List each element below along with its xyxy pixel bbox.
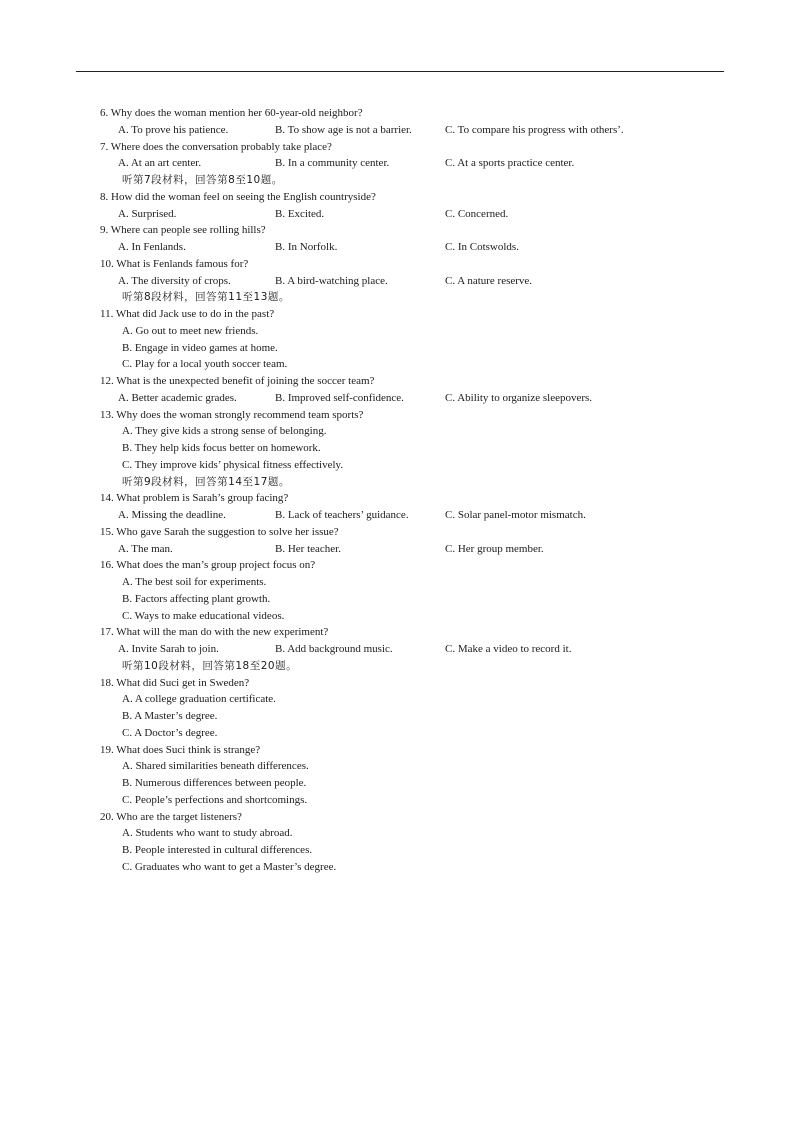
question-stem: 11. What did Jack use to do in the past?	[100, 308, 275, 320]
answer-option: B. Numerous differences between people.	[122, 777, 307, 789]
answer-option-b: B. In a community center.	[275, 157, 390, 170]
question-stem: 10. What is Fenlands famous for?	[100, 257, 249, 270]
answer-option-c: C. In Cotswolds.	[445, 241, 519, 253]
answer-option-c: C. Her group member.	[445, 542, 544, 555]
question-stem: 8. How did the woman feel on seeing the English countryside?	[100, 190, 376, 203]
answer-option-c: C. Solar panel-motor mismatch.	[445, 509, 586, 521]
answer-options-row	[100, 390, 740, 407]
answer-option: C. Ways to make educational videos.	[122, 609, 285, 622]
answer-option-c: C. Ability to organize sleepovers.	[445, 391, 593, 404]
question-stem: 6. Why does the woman mention her 60-year-old neighbor?	[100, 107, 363, 119]
question-stem: 7. Where does the conversation probably take place?	[100, 140, 332, 153]
question-stem: 20. Who are the target listeners?	[100, 810, 242, 823]
answer-options-row	[100, 507, 740, 524]
answer-option-a: A. Missing the deadline.	[118, 509, 226, 521]
answer-option-c: C. Concerned.	[445, 207, 509, 220]
answer-options-row	[100, 155, 740, 172]
answer-option-a: A. The man.	[118, 542, 173, 555]
answer-options-row	[100, 641, 740, 658]
answer-option-b: B. To show age is not a barrier.	[275, 123, 412, 136]
question-stem: 15. Who gave Sarah the suggestion to solve her issue?	[100, 525, 339, 538]
answer-option-b: B. In Norfolk.	[275, 241, 338, 253]
question-stem: 13. Why does the woman strongly recommend team sports?	[100, 408, 364, 421]
answer-option-c: C. To compare his progress with others’.	[445, 123, 624, 136]
question-stem: 18. What did Suci get in Sweden?	[100, 676, 250, 689]
answer-option: B. Factors affecting plant growth.	[122, 592, 271, 605]
answer-option: C. They improve kids’ physical fitness effectively.	[122, 458, 344, 471]
answer-options-row	[100, 206, 740, 223]
answer-options-row	[100, 273, 740, 290]
answer-option: C. Graduates who want to get a Master’s degree.	[122, 860, 337, 873]
question-stem: 12. What is the unexpected benefit of joining the soccer team?	[100, 375, 375, 387]
answer-option-c: C. Make a video to record it.	[445, 643, 572, 655]
answer-option-a: A. Surprised.	[118, 207, 177, 220]
question-stem: 19. What does Suci think is strange?	[100, 743, 261, 756]
answer-option-b: B. Excited.	[275, 207, 325, 220]
answer-option: B. They help kids focus better on homework.	[122, 442, 321, 454]
answer-option: A. The best soil for experiments.	[122, 576, 267, 588]
answer-option-c: C. A nature reserve.	[445, 274, 533, 287]
question-stem: 17. What will the man do with the new experiment?	[100, 626, 329, 639]
answer-option: A. Shared similarities beneath differences.	[122, 760, 309, 773]
answer-option: B. A Master’s degree.	[122, 710, 218, 722]
answer-option-a: A. Better academic grades.	[118, 391, 237, 404]
answer-option-a: A. At an art center.	[118, 157, 202, 170]
answer-option-a: A. The diversity of crops.	[118, 274, 231, 287]
question-stem: 9. Where can people see rolling hills?	[100, 224, 266, 237]
answer-option-a: A. To prove his patience.	[118, 123, 229, 136]
question-list	[100, 105, 740, 876]
header-rule	[76, 71, 724, 72]
answer-option: A. Go out to meet new friends.	[122, 324, 259, 337]
answer-option: C. Play for a local youth soccer team.	[122, 358, 288, 371]
answer-option: C. A Doctor’s degree.	[122, 726, 218, 739]
answer-option: B. Engage in video games at home.	[122, 341, 278, 354]
question-stem: 16. What does the man’s group project focus on?	[100, 559, 316, 572]
answer-option-b: B. Lack of teachers’ guidance.	[275, 509, 409, 521]
answer-option-c: C. At a sports practice center.	[445, 157, 575, 170]
section-instruction: 听第10段材料，回答第18至20题。	[122, 659, 298, 672]
answer-option-b: B. Add background music.	[275, 643, 393, 655]
answer-option-a: A. In Fenlands.	[118, 241, 186, 253]
answer-option-b: B. Her teacher.	[275, 542, 341, 555]
answer-option: A. A college graduation certificate.	[122, 693, 276, 706]
answer-options-row	[100, 122, 740, 139]
answer-options-row	[100, 239, 740, 256]
answer-option: A. They give kids a strong sense of belonging.	[122, 425, 327, 438]
section-instruction: 听第8段材料，回答第11至13题。	[122, 291, 290, 304]
answer-options-row	[100, 541, 740, 558]
answer-option-b: B. A bird-watching place.	[275, 274, 388, 287]
answer-option: B. People interested in cultural differences.	[122, 844, 313, 856]
answer-option: C. People’s perfections and shortcomings.	[122, 793, 308, 806]
answer-option-b: B. Improved self-confidence.	[275, 391, 404, 404]
question-stem: 14. What problem is Sarah’s group facing?	[100, 492, 289, 505]
answer-option-a: A. Invite Sarah to join.	[118, 643, 219, 655]
section-instruction: 听第9段材料，回答第14至17题。	[122, 475, 290, 488]
answer-option: A. Students who want to study abroad.	[122, 827, 293, 840]
section-instruction: 听第7段材料，回答第8至10题。	[122, 174, 283, 186]
